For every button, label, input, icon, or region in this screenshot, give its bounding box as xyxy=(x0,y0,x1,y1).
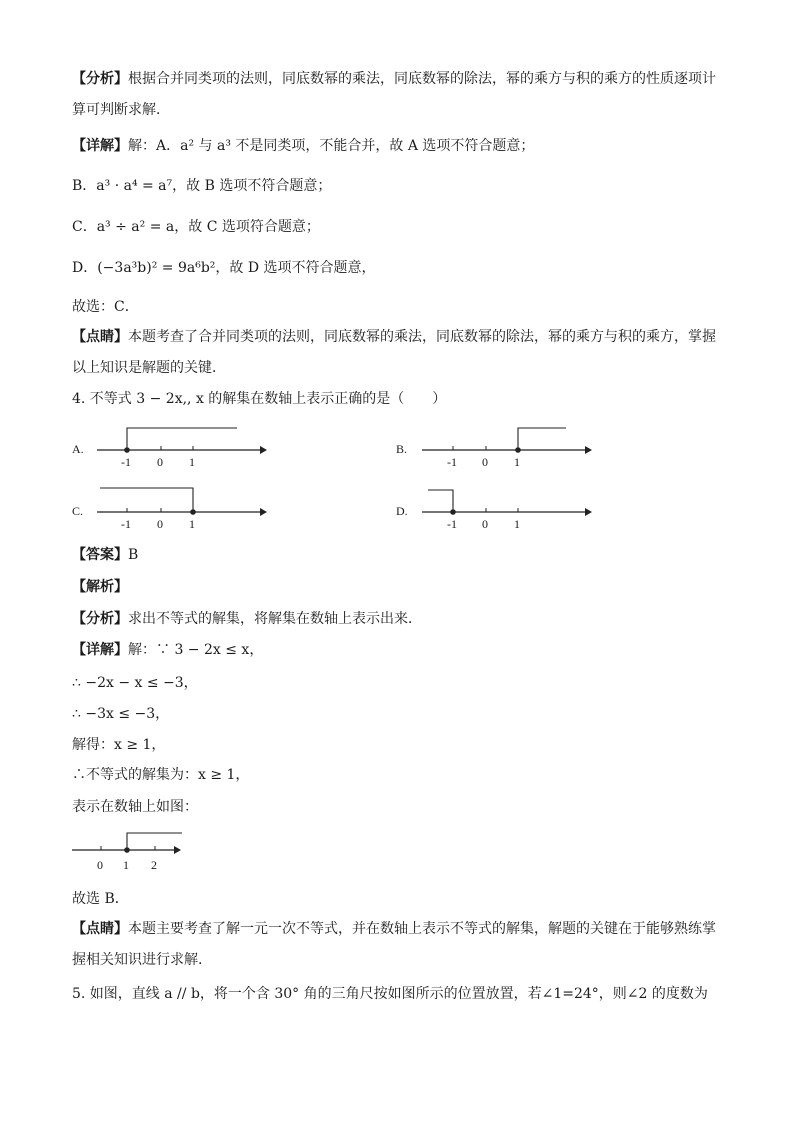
axis-arrow xyxy=(174,846,181,854)
tick-label: -1 xyxy=(121,455,131,469)
q4-step: 表示在数轴上如图： xyxy=(72,799,198,815)
option-c-number-line xyxy=(95,482,275,532)
answer-value: B xyxy=(128,547,139,563)
option-b-number-line xyxy=(420,420,600,470)
axis-arrow xyxy=(585,446,592,454)
tick-label: 0 xyxy=(157,517,163,531)
q4-comment xyxy=(72,914,722,976)
axis-arrow xyxy=(260,508,267,516)
q3-comment xyxy=(72,322,722,384)
step-text: 解：∵ 3 − 2x ≤ x， xyxy=(128,642,264,658)
analysis-text: 根据合并同类项的法则，同底数幂的乘法，同底数幂的除法，幂的乘方与积的乘方的性质逐项计算可判断求解． xyxy=(72,71,716,118)
comment-tag: 【点睛】 xyxy=(72,921,128,937)
analysis-tag: 【分析】 xyxy=(72,71,128,87)
tick-label: 1 xyxy=(123,858,129,872)
q4-solution-tag xyxy=(72,577,128,597)
option-a-label: A. xyxy=(72,442,84,456)
tick-label: -1 xyxy=(121,517,131,531)
option-d-label: D. xyxy=(396,504,408,518)
q3-detail-a xyxy=(72,136,534,156)
comment-text: 本题主要考查了解一元一次不等式，并在数轴上表示不等式的解集，解题的关键在于能够熟练掌握相关知识进行求解. xyxy=(72,921,716,968)
q3-detail-b: B．a³ · a⁴ = a⁷，故 B 选项不符合题意； xyxy=(72,178,332,194)
tick-label: 0 xyxy=(482,455,488,469)
q4-step: ∴ −3x ≤ −3， xyxy=(72,706,170,722)
tick-label: 0 xyxy=(482,517,488,531)
option-d-number-line xyxy=(420,482,600,532)
detail-a-text: 解：A．a² 与 a³ 不是同类项，不能合并，故 A 选项不符合题意； xyxy=(128,138,535,154)
q3-detail-d: D．(−3a³b)² = 9a⁶b²，故 D 选项不符合题意， xyxy=(72,260,376,276)
detail-tag: 【详解】 xyxy=(72,138,128,154)
comment-text: 本题考查了合并同类项的法则，同底数幂的乘法，同底数幂的除法，幂的乘方与积的乘方，掌握以上知识是解题的关键． xyxy=(72,329,716,376)
q3-analysis xyxy=(72,64,722,126)
solution-ray xyxy=(428,490,453,512)
tick-label: 1 xyxy=(189,455,195,469)
analysis-text: 求出不等式的解集，将解集在数轴上表示出来． xyxy=(128,611,422,627)
analysis-tag: 【分析】 xyxy=(72,611,128,627)
q4-detail xyxy=(72,640,263,660)
q4-step: 解得：x ≥ 1， xyxy=(72,737,166,753)
solution-tag: 【解析】 xyxy=(72,579,128,595)
q4-step: ∴不等式的解集为：x ≥ 1， xyxy=(72,767,250,783)
detail-tag: 【详解】 xyxy=(72,642,128,658)
q4-analysis xyxy=(72,609,422,629)
q3-detail-c: C．a³ ÷ a² = a，故 C 选项符合题意； xyxy=(72,219,320,235)
solution-number-line xyxy=(70,828,200,876)
axis-arrow xyxy=(585,508,592,516)
solution-ray xyxy=(518,428,566,450)
tick-label: -1 xyxy=(447,455,457,469)
answer-tag: 【答案】 xyxy=(72,547,128,563)
solution-ray xyxy=(100,488,193,512)
q4-answer xyxy=(72,545,138,565)
tick-label: 1 xyxy=(514,517,520,531)
q3-choice: 故选：C． xyxy=(72,299,139,315)
q4-stem: 4. 不等式 3 − 2x,, x 的解集在数轴上表示正确的是（ ） xyxy=(72,391,447,407)
axis-arrow xyxy=(260,446,267,454)
option-c-label: C. xyxy=(72,504,84,518)
comment-tag: 【点睛】 xyxy=(72,329,128,345)
q4-choice: 故选 B． xyxy=(72,891,129,907)
tick-label: 0 xyxy=(157,455,163,469)
tick-label: 1 xyxy=(189,517,195,531)
q4-step: ∴ −2x − x ≤ −3， xyxy=(72,675,198,691)
solution-ray xyxy=(127,428,237,450)
tick-label: 0 xyxy=(97,858,103,872)
option-a-number-line xyxy=(95,420,275,470)
q5-stem: 5. 如图，直线 a // b，将一个含 30° 角的三角尺按如图所示的位置放置，若∠1=24°，则∠2 的度数为 xyxy=(72,986,708,1002)
tick-label: 2 xyxy=(151,858,157,872)
tick-label: -1 xyxy=(447,517,457,531)
option-b-label: B. xyxy=(396,442,408,456)
tick-label: 1 xyxy=(514,455,520,469)
